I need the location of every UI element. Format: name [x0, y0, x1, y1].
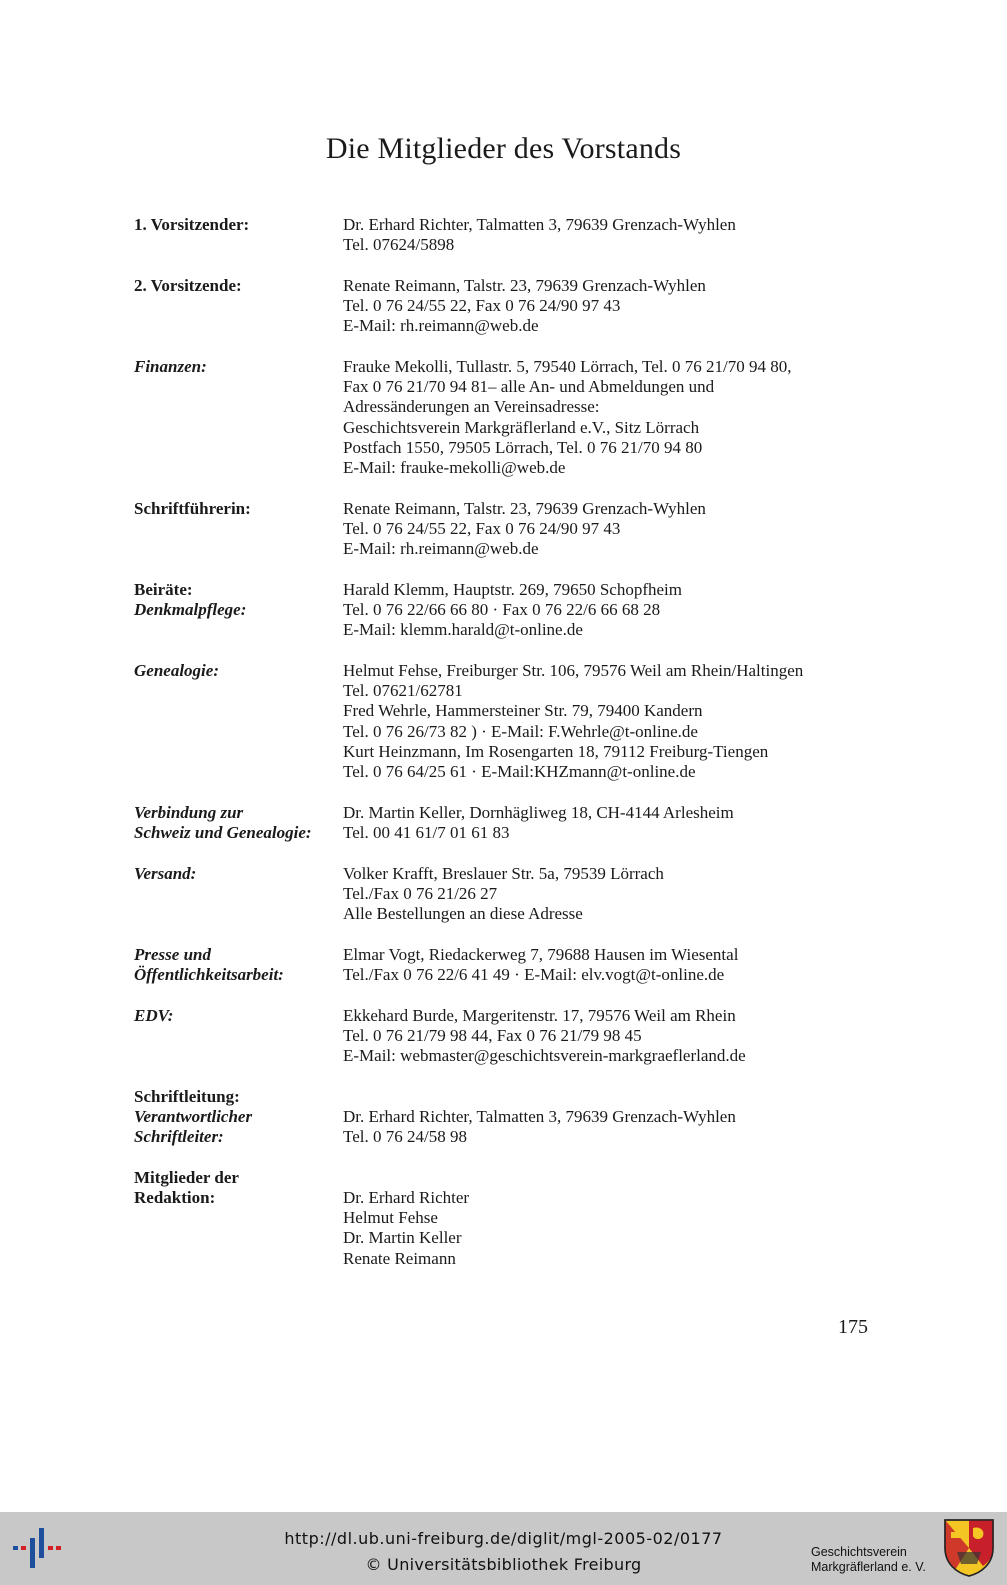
contact-line: [343, 1087, 874, 1107]
contact-line: Tel. 0 76 24/55 22, Fax 0 76 24/90 97 43: [343, 518, 621, 538]
contact-line: Frauke Mekolli, Tullastr. 5, 79540 Lörrach, Tel. 0 76 21/70 94 80,: [343, 357, 792, 377]
contact-line: Tel. 07624/5898: [343, 235, 455, 255]
contact-line: Helmut Fehse: [343, 1208, 438, 1228]
contact-line: Adressänderungen an Vereinsadresse:: [343, 397, 600, 417]
member-entry: [134, 661, 874, 782]
role-label-line: Schriftführerin:: [134, 498, 251, 518]
role-label: [134, 1006, 343, 1067]
role-label: [134, 215, 343, 255]
contact-line: Kurt Heinzmann, Im Rosengarten 18, 79112 Freiburg-Tiengen: [343, 741, 769, 761]
role-label: [134, 580, 343, 641]
role-label-line: Versand:: [134, 863, 197, 883]
contact-line: Fred Wehrle, Hammersteiner Str. 79, 79400 Kandern: [343, 701, 703, 721]
member-entry: [134, 1087, 874, 1148]
contact-line: Postfach 1550, 79505 Lörrach, Tel. 0 76 21/70 94 80: [343, 437, 703, 457]
contact-line: E-Mail: klemm.harald@t-online.de: [343, 620, 583, 640]
contact-line: E-Mail: frauke-mekolli@web.de: [343, 458, 566, 478]
footer-copyright: © Universitätsbibliothek Freiburg: [365, 1555, 642, 1574]
contact-line: Dr. Erhard Richter: [343, 1188, 470, 1208]
role-label-line: Redaktion:: [134, 1188, 216, 1208]
role-label-line: 2. Vorsitzende:: [134, 275, 242, 295]
contact-line: Renate Reimann, Talstr. 23, 79639 Grenzach-Wyhlen: [343, 275, 706, 295]
contact-details: [343, 803, 874, 843]
role-label: [134, 661, 343, 782]
member-entry: [134, 1168, 874, 1269]
contact-line: Harald Klemm, Hauptstr. 269, 79650 Schopfheim: [343, 579, 683, 599]
contact-line: Tel. 07621/62781: [343, 681, 463, 701]
role-label-line: Presse und: [134, 944, 211, 964]
contact-line: Tel./Fax 0 76 21/26 27: [343, 883, 498, 903]
contact-line: Fax 0 76 21/70 94 81– alle An- und Abmeldungen und: [343, 377, 715, 397]
contact-line: Tel. 0 76 26/73 82 ) · E-Mail: F.Wehrle@t-online.de: [343, 721, 698, 741]
society-name: [811, 1545, 926, 1575]
member-entry: [134, 864, 874, 925]
footer-url-link[interactable]: http://dl.ub.uni-freiburg.de/diglit/mgl-2005-02/0177: [284, 1529, 723, 1548]
role-label-line: 1. Vorsitzender:: [134, 215, 250, 234]
contact-details: [343, 945, 874, 985]
contact-details: [343, 1006, 874, 1067]
society-name-line2: Markgräflerland e. V.: [811, 1560, 926, 1574]
role-label-line: EDV:: [134, 1005, 174, 1025]
contact-details: [343, 864, 874, 925]
contact-line: Dr. Martin Keller: [343, 1228, 462, 1248]
footer-bar: [0, 1512, 1007, 1585]
contact-line: Tel. 0 76 22/66 66 80 · Fax 0 76 22/6 66 68 28: [343, 600, 661, 620]
role-label-line: Schriftleiter:: [134, 1127, 224, 1147]
member-entry: [134, 357, 874, 478]
role-label: [134, 357, 343, 478]
member-entry: [134, 276, 874, 337]
role-label: [134, 499, 343, 560]
contact-line: E-Mail: rh.reimann@web.de: [343, 539, 539, 559]
contact-details: [343, 357, 874, 478]
role-label-line: Verbindung zur: [134, 802, 244, 822]
contact-details: [343, 1087, 874, 1148]
contact-line: Dr. Erhard Richter, Talmatten 3, 79639 Grenzach-Wyhlen: [343, 1106, 736, 1126]
member-entry: [134, 580, 874, 641]
contact-line: Renate Reimann, Talstr. 23, 79639 Grenzach-Wyhlen: [343, 498, 706, 518]
contact-line: Geschichtsverein Markgräflerland e.V., Sitz Lörrach: [343, 417, 700, 437]
member-entry: [134, 945, 874, 985]
contact-details: [343, 276, 874, 337]
role-label-line: Denkmalpflege:: [134, 600, 247, 620]
role-label: [134, 1087, 343, 1148]
member-entry: [134, 1006, 874, 1067]
contact-line: Elmar Vogt, Riedackerweg 7, 79688 Hausen im Wiesental: [343, 944, 739, 964]
contact-line: Dr. Erhard Richter, Talmatten 3, 79639 Grenzach-Wyhlen: [343, 215, 736, 234]
role-label-line: Finanzen:: [134, 357, 207, 377]
contact-line: Ekkehard Burde, Margeritenstr. 17, 79576 Weil am Rhein: [343, 1005, 736, 1025]
page-number: 175: [838, 1316, 868, 1338]
contact-details: [343, 1168, 874, 1269]
coat-of-arms-icon: [943, 1518, 995, 1583]
page-title: Die Mitglieder des Vorstands: [325, 132, 682, 165]
contact-line: Alle Bestellungen an diese Adresse: [343, 903, 583, 923]
role-label-line: Genealogie:: [134, 660, 219, 680]
contact-details: [343, 661, 874, 782]
role-label-line: Mitglieder der: [134, 1167, 239, 1187]
member-entry: [134, 803, 874, 843]
role-label: [134, 803, 343, 843]
role-label: [134, 945, 343, 985]
role-label-line: Öffentlichkeitsarbeit:: [134, 964, 284, 984]
contact-line: Tel. 0 76 24/58 98: [343, 1127, 467, 1147]
contact-line: Tel./Fax 0 76 22/6 41 49 · E-Mail: elv.vogt@t-online.de: [343, 964, 725, 984]
contact-details: [343, 215, 874, 255]
role-label-line: Verantwortlicher: [134, 1106, 253, 1126]
contact-line: Renate Reimann: [343, 1248, 456, 1268]
role-label-line: Beiräte:: [134, 579, 193, 599]
contact-line: Tel. 0 76 64/25 61 · E-Mail:KHZmann@t-online.de: [343, 761, 696, 781]
role-label: [134, 1168, 343, 1269]
contact-details: [343, 499, 874, 560]
role-label-line: Schriftleitung:: [134, 1086, 240, 1106]
contact-line: Dr. Martin Keller, Dornhägliweg 18, CH-4144 Arlesheim: [343, 802, 734, 822]
contact-line: Helmut Fehse, Freiburger Str. 106, 79576 Weil am Rhein/Haltingen: [343, 660, 804, 680]
board-member-list: [134, 215, 874, 1289]
contact-line: Volker Krafft, Breslauer Str. 5a, 79539 Lörrach: [343, 863, 664, 883]
role-label: [134, 276, 343, 337]
society-name-line1: Geschichtsverein: [811, 1545, 907, 1559]
member-entry: [134, 499, 874, 560]
contact-details: [343, 580, 874, 641]
contact-line: Tel. 0 76 21/79 98 44, Fax 0 76 21/79 98 45: [343, 1025, 642, 1045]
contact-line: E-Mail: rh.reimann@web.de: [343, 316, 539, 336]
role-label-line: Schweiz und Genealogie:: [134, 822, 312, 842]
contact-line: Tel. 0 76 24/55 22, Fax 0 76 24/90 97 43: [343, 296, 621, 316]
contact-line: E-Mail: webmaster@geschichtsverein-markgraeflerland.de: [343, 1046, 746, 1065]
contact-line: [343, 1168, 874, 1188]
role-label: [134, 864, 343, 925]
contact-line: Tel. 00 41 61/7 01 61 83: [343, 822, 510, 842]
member-entry: [134, 215, 874, 255]
